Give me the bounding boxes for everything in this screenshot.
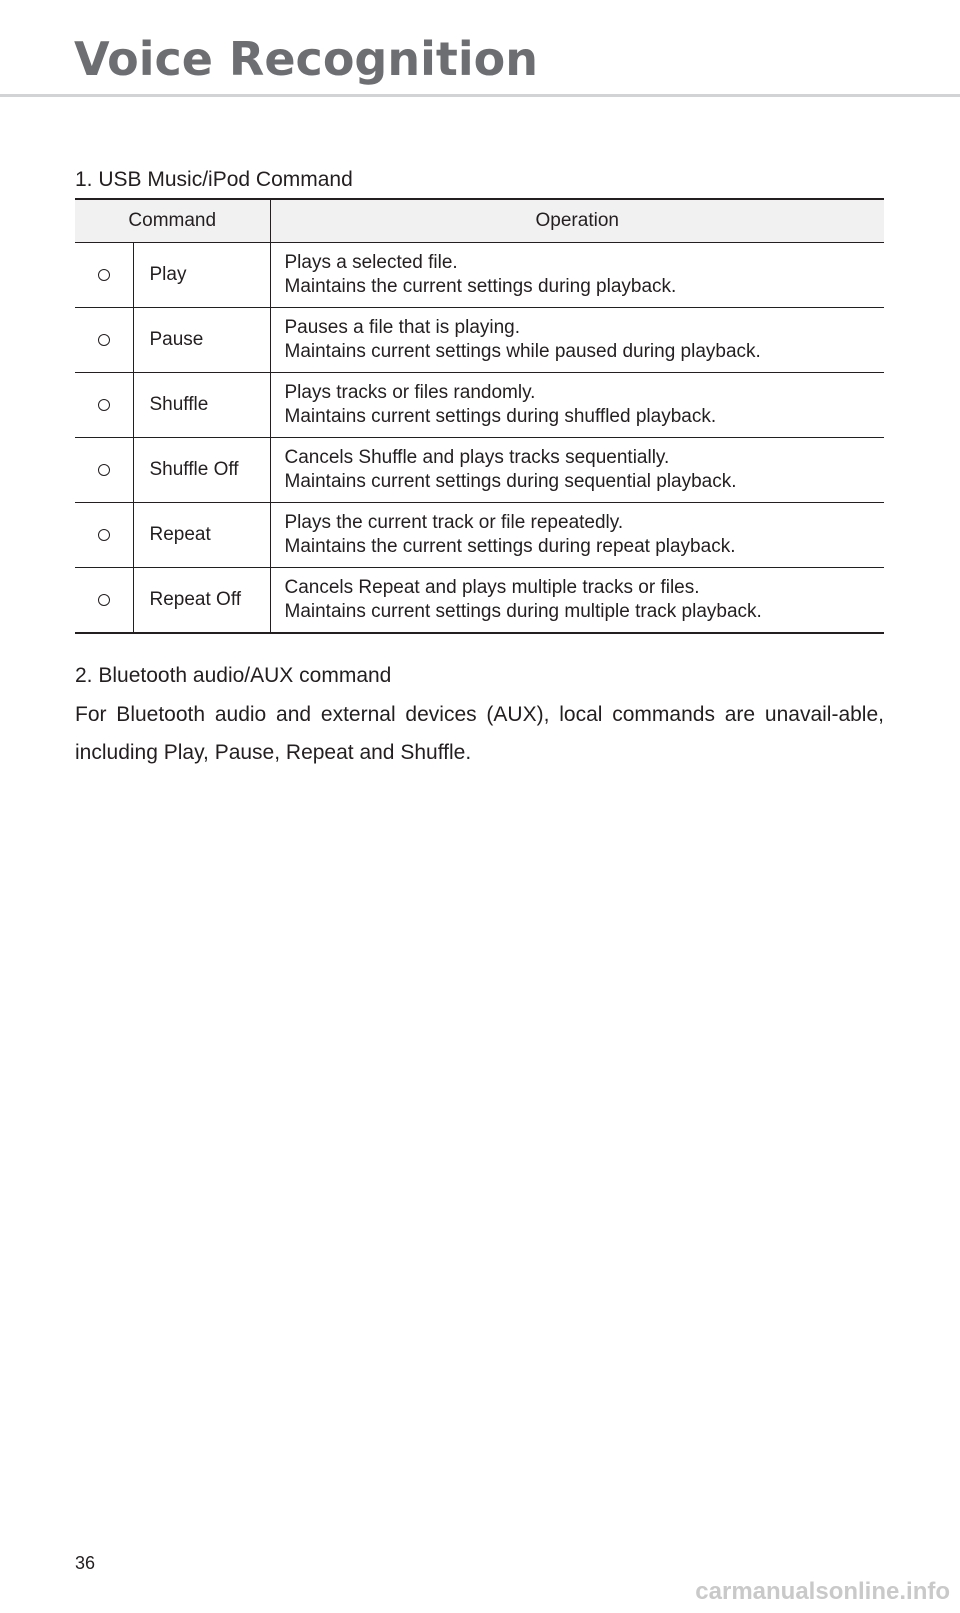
hollow-circle-icon: [98, 464, 110, 476]
operation-line: Plays the current track or file repeatedly.: [284, 512, 624, 533]
operation-description: [270, 438, 884, 503]
command-name: Repeat Off: [133, 568, 270, 634]
page-number: 36: [75, 1553, 96, 1573]
operation-line: Pauses a file that is playing.: [284, 317, 521, 338]
command-name: Repeat: [133, 503, 270, 568]
table-header-row: [75, 199, 884, 243]
column-header-command: Command: [75, 199, 270, 243]
command-name: Play: [133, 243, 270, 308]
operation-description: [270, 503, 884, 568]
bullet-cell: [75, 503, 133, 568]
hollow-circle-icon: [98, 334, 110, 346]
hollow-circle-icon: [98, 529, 110, 541]
table-row: [75, 503, 884, 568]
operation-description: [270, 568, 884, 634]
table-row: [75, 438, 884, 503]
operation-line: Cancels Shuffle and plays tracks sequentially.: [284, 447, 670, 468]
operation-description: [270, 308, 884, 373]
watermark-text: carmanualsonline.info: [695, 1578, 950, 1605]
table-row: [75, 373, 884, 438]
usb-section-heading: 1. USB Music/iPod Command: [75, 168, 353, 191]
bullet-cell: [75, 373, 133, 438]
usb-command-table: [75, 198, 884, 634]
table-row: [75, 243, 884, 308]
operation-line: Maintains current settings during sequential playback.: [284, 471, 737, 492]
bullet-cell: [75, 438, 133, 503]
column-header-operation: Operation: [270, 199, 884, 243]
operation-line: Maintains the current settings during playback.: [284, 276, 677, 297]
operation-line: Plays a selected file.: [284, 252, 458, 273]
bluetooth-section-heading: 2. Bluetooth audio/AUX command: [75, 664, 392, 687]
command-name: Shuffle: [133, 373, 270, 438]
operation-line: Plays tracks or files randomly.: [284, 382, 536, 403]
table-row: [75, 568, 884, 634]
bullet-cell: [75, 308, 133, 373]
operation-description: [270, 243, 884, 308]
operation-line: Maintains current settings during shuffled playback.: [284, 406, 717, 427]
bullet-cell: [75, 243, 133, 308]
page-title: Voice Recognition: [74, 32, 538, 86]
table-row: [75, 308, 884, 373]
bluetooth-section-body: For Bluetooth audio and external devices (AUX), local commands are unavail-able, including Play, Pause, Repeat and Shuffle.: [75, 703, 884, 764]
bullet-cell: [75, 568, 133, 634]
hollow-circle-icon: [98, 269, 110, 281]
command-name: Shuffle Off: [133, 438, 270, 503]
command-name: Pause: [133, 308, 270, 373]
operation-line: Maintains current settings while paused during playback.: [284, 341, 761, 362]
operation-line: Maintains current settings during multiple track playback.: [284, 601, 762, 622]
operation-line: Maintains the current settings during repeat playback.: [284, 536, 736, 557]
operation-description: [270, 373, 884, 438]
hollow-circle-icon: [98, 399, 110, 411]
title-divider: [0, 94, 960, 97]
hollow-circle-icon: [98, 594, 110, 606]
operation-line: Cancels Repeat and plays multiple tracks or files.: [284, 577, 700, 598]
